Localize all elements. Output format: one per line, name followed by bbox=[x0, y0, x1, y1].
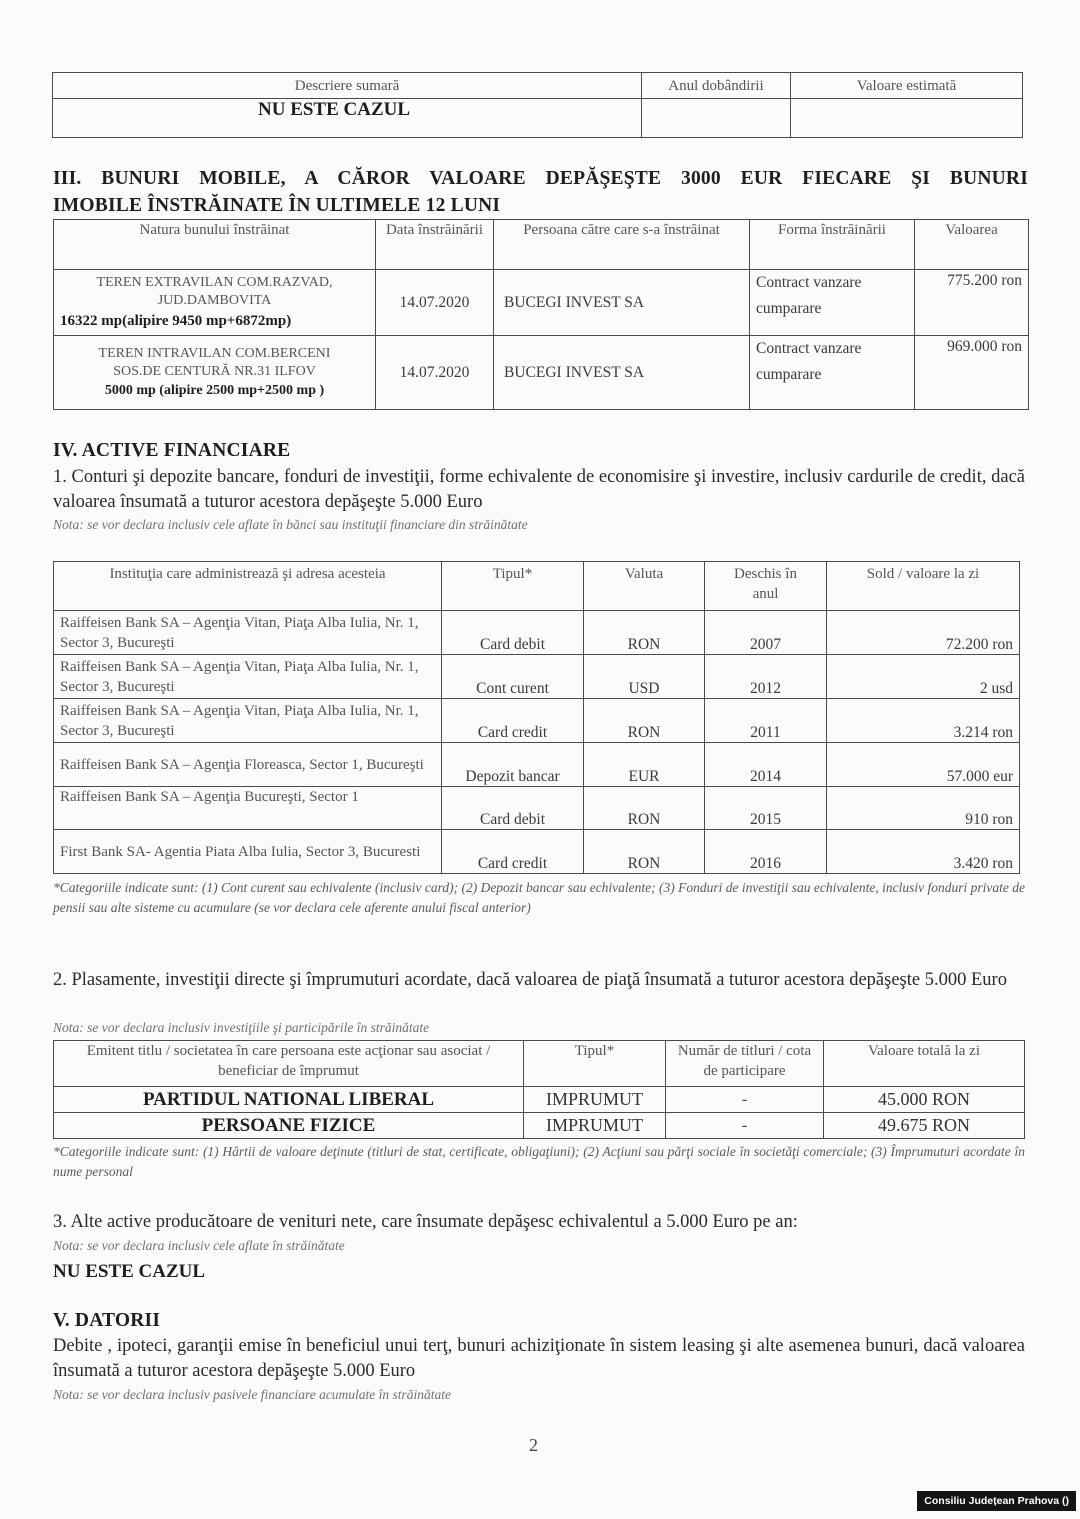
header-sold: Sold / valoare la zi bbox=[827, 562, 1020, 611]
bank-footnote: *Categoriile indicate sunt: (1) Cont curent sau echivalente (inclusiv card); (2) Depozit bancar sau echivalente; (3) Fonduri de investiţii sau echivalente, inclusiv fonduri private de pensii sau alte sisteme cu acumulare (se vor declara cele aferente anului fiscal anterior) bbox=[53, 880, 1025, 915]
header-institutia: Instituţia care administrează şi adresa acesteia bbox=[54, 562, 442, 611]
header-anul: Anul dobândirii bbox=[642, 73, 791, 99]
header-valoare: Valoare estimată bbox=[791, 73, 1023, 99]
bank-type-cell: Card credit bbox=[442, 830, 584, 874]
table-row bbox=[54, 270, 1029, 336]
header-emitent: Emitent titlu / societatea în care persoana este acţionar sau asociat / beneficiar de împrumut bbox=[54, 1041, 524, 1087]
bank-cur-cell: RON bbox=[584, 830, 705, 874]
bank-inst-cell: Raiffeisen Bank SA – Agenţia Bucureşti, Sector 1 bbox=[54, 787, 442, 830]
bank-bal-cell: 2 usd bbox=[827, 655, 1020, 699]
bank-year-cell: 2014 bbox=[705, 743, 827, 787]
immobile-na: NU ESTE CAZUL bbox=[53, 99, 642, 138]
bank-year-cell: 2015 bbox=[705, 787, 827, 830]
header-natura: Natura bunului înstrăinat bbox=[54, 220, 376, 270]
section5-note: Nota: se vor declara inclusiv pasivele financiare acumulate în străinătate bbox=[53, 1387, 452, 1402]
bank-year-cell: 2012 bbox=[705, 655, 827, 699]
table-row bbox=[54, 1087, 1025, 1113]
bank-cur-cell: RON bbox=[584, 787, 705, 830]
inv-val-cell: 49.675 RON bbox=[824, 1113, 1025, 1139]
immobile-empty-1 bbox=[642, 99, 791, 138]
immobile-table bbox=[52, 72, 1023, 138]
bank-inst-cell: First Bank SA- Agentia Piata Alba Iulia, Sector 3, Bucuresti bbox=[54, 830, 442, 874]
header-forma: Forma înstrăinării bbox=[750, 220, 915, 270]
section4-note2: Nota: se vor declara inclusiv investiţiile şi participările în străinătate bbox=[53, 1020, 430, 1035]
section4-paragraph2: 2. Plasamente, investiţii directe şi împrumuturi acordate, dacă valoarea de piaţă însumată a tuturor acestora depăşeşte 5.000 Euro bbox=[53, 970, 1007, 990]
immobile-empty-2 bbox=[791, 99, 1023, 138]
header-tipul: Tipul* bbox=[442, 562, 584, 611]
section4-paragraph3: 3. Alte active producătoare de venituri nete, care însumate depăşesc echivalentul a 5.000 Euro pe an: bbox=[53, 1212, 798, 1232]
section4-note1: Nota: se vor declara inclusiv cele aflate în bănci sau instituţii financiare din străinătate bbox=[53, 517, 528, 532]
header-valoarea: Valoarea bbox=[915, 220, 1029, 270]
valoare-cell: 775.200 ron bbox=[915, 270, 1029, 336]
bank-inst-cell: Raiffeisen Bank SA – Agenţia Floreasca, Sector 1, Bucureşti bbox=[54, 743, 442, 787]
section4-note3: Nota: se vor declara inclusiv cele aflate în străinătate bbox=[53, 1238, 345, 1253]
bank-type-cell: Depozit bancar bbox=[442, 743, 584, 787]
bank-cur-cell: RON bbox=[584, 611, 705, 655]
header-numar: Număr de titluri / cota de participare bbox=[666, 1041, 824, 1087]
bank-type-cell: Cont curent bbox=[442, 655, 584, 699]
data-cell: 14.07.2020 bbox=[376, 270, 494, 336]
bank-bal-cell: 910 ron bbox=[827, 787, 1020, 830]
valoare-cell: 969.000 ron bbox=[915, 336, 1029, 410]
bank-year-cell: 2011 bbox=[705, 699, 827, 743]
data-cell: 14.07.2020 bbox=[376, 336, 494, 410]
header-deschis: Deschis în anul bbox=[705, 562, 827, 611]
bank-bal-cell: 3.214 ron bbox=[827, 699, 1020, 743]
section3-title-line2: IMOBILE ÎNSTRĂINATE ÎN ULTIMELE 12 LUNI bbox=[53, 195, 501, 216]
bank-cur-cell: USD bbox=[584, 655, 705, 699]
bank-type-cell: Card credit bbox=[442, 699, 584, 743]
bank-type-cell: Card debit bbox=[442, 787, 584, 830]
inv-name-cell: PARTIDUL NATIONAL LIBERAL bbox=[54, 1087, 524, 1113]
bank-bal-cell: 3.420 ron bbox=[827, 830, 1020, 874]
table-row bbox=[54, 743, 1020, 787]
bank-inst-cell: Raiffeisen Bank SA – Agenţia Vitan, Piaţa Alba Iulia, Nr. 1, Sector 3, Bucureşti bbox=[54, 655, 442, 699]
bank-bal-cell: 57.000 eur bbox=[827, 743, 1020, 787]
section4-paragraph1: 1. Conturi şi depozite bancare, fonduri de investiţii, forme echivalente de economisire şi investire, inclusiv cardurile de credit, dacă valoarea însumată a tuturor acestora depăşeşte 5.000 Euro bbox=[53, 467, 1025, 512]
table-row bbox=[54, 1113, 1025, 1139]
page-number: 2 bbox=[529, 1435, 538, 1455]
header-valuta: Valuta bbox=[584, 562, 705, 611]
inv-num-cell: - bbox=[666, 1087, 824, 1113]
inv-type-cell: IMPRUMUT bbox=[524, 1113, 666, 1139]
table-row bbox=[54, 830, 1020, 874]
section4-title: IV. ACTIVE FINANCIARE bbox=[53, 440, 291, 461]
inv-num-cell: - bbox=[666, 1113, 824, 1139]
instrainate-table bbox=[53, 219, 1029, 410]
table-row bbox=[54, 699, 1020, 743]
persoana-cell: BUCEGI INVEST SA bbox=[494, 270, 750, 336]
table-row bbox=[54, 787, 1020, 830]
bank-cur-cell: RON bbox=[584, 699, 705, 743]
bank-inst-cell: Raiffeisen Bank SA – Agenţia Vitan, Piaţa Alba Iulia, Nr. 1, Sector 3, Bucureşti bbox=[54, 611, 442, 655]
header-data: Data înstrăinării bbox=[376, 220, 494, 270]
header-persoana: Persoana către care s-a înstrăinat bbox=[494, 220, 750, 270]
image-credit: Consiliu Județean Prahova () bbox=[917, 1491, 1076, 1511]
table-row bbox=[54, 611, 1020, 655]
inv-val-cell: 45.000 RON bbox=[824, 1087, 1025, 1113]
section5-paragraph: Debite , ipoteci, garanţii emise în beneficiul unui terţ, bunuri achiziţionate în sistem leasing şi alte asemenea bunuri, dacă valoarea însumată a tuturor acestora depăşeşte 5.000 Euro bbox=[53, 1336, 1025, 1381]
natura-cell: TEREN EXTRAVILAN COM.RAZVAD, JUD.DAMBOVITA 16322 mp(alipire 9450 mp+6872mp) bbox=[54, 270, 376, 336]
natura-cell: TEREN INTRAVILAN COM.BERCENI SOS.DE CENTURĂ NR.31 ILFOV 5000 mp (alipire 2500 mp+2500 mp ) bbox=[54, 336, 376, 410]
bank-year-cell: 2016 bbox=[705, 830, 827, 874]
bank-type-cell: Card debit bbox=[442, 611, 584, 655]
inv-type-cell: IMPRUMUT bbox=[524, 1087, 666, 1113]
bank-accounts-table bbox=[53, 561, 1020, 874]
bank-cur-cell: EUR bbox=[584, 743, 705, 787]
section4-p3-answer: NU ESTE CAZUL bbox=[53, 1261, 206, 1282]
table-row bbox=[54, 655, 1020, 699]
section5-title: V. DATORII bbox=[53, 1310, 161, 1331]
bank-bal-cell: 72.200 ron bbox=[827, 611, 1020, 655]
header-descriere: Descriere sumară bbox=[53, 73, 642, 99]
header-valoare-totala: Valoare totală la zi bbox=[824, 1041, 1025, 1087]
header-inv-tipul: Tipul* bbox=[524, 1041, 666, 1087]
bank-year-cell: 2007 bbox=[705, 611, 827, 655]
forma-cell: Contract vanzare cumparare bbox=[750, 270, 915, 336]
inv-name-cell: PERSOANE FIZICE bbox=[54, 1113, 524, 1139]
investments-footnote: *Categoriile indicate sunt: (1) Hârtii de valoare deţinute (titluri de stat, certificate, obligaţiuni); (2) Acţiuni sau părţi sociale în societăţi comerciale; (3) Împrumuturi acordate în nume personal bbox=[53, 1144, 1025, 1179]
section3-title-line1: III. BUNURI MOBILE, A CĂROR VALOARE DEPĂŞEŞTE 3000 EUR FIECARE ŞI BUNURI bbox=[53, 168, 1028, 189]
persoana-cell: BUCEGI INVEST SA bbox=[494, 336, 750, 410]
forma-cell: Contract vanzare cumparare bbox=[750, 336, 915, 410]
investments-table bbox=[53, 1040, 1025, 1139]
table-row bbox=[54, 336, 1029, 410]
bank-inst-cell: Raiffeisen Bank SA – Agenţia Vitan, Piaţa Alba Iulia, Nr. 1, Sector 3, Bucureşti bbox=[54, 699, 442, 743]
